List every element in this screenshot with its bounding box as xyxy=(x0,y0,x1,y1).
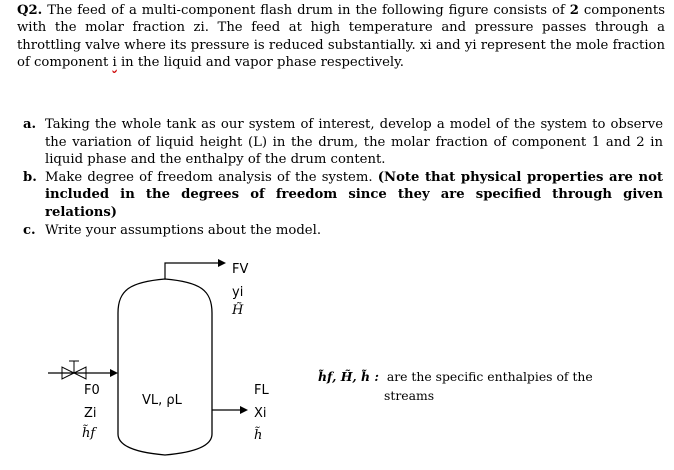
part-b-label: b. xyxy=(23,169,37,185)
part-c-label: c. xyxy=(23,222,36,238)
feed-flow-label: F0 xyxy=(84,383,100,398)
vapor-fraction-label: yi xyxy=(232,285,244,300)
legend-symbols: h̃f, H̃, h̃ : xyxy=(318,369,379,384)
legend-line-2 xyxy=(318,386,648,405)
feed-arrow xyxy=(110,369,118,377)
vapor-outlet-line xyxy=(165,263,218,279)
vapor-enthalpy-label: H̃ xyxy=(232,303,244,318)
question-text-2: components with the molar fraction zi. The feed at high temperature and pressure passes through a throttling valve where its pressure is reduced substantially. xi and yi represent the mole fraction of component xyxy=(17,3,665,71)
question-text-1: The feed of a multi-component flash drum in the following figure consists of xyxy=(47,3,565,18)
part-b-note: (Note that physical properties are not included in the degrees of freedom since they are specified through given relations) xyxy=(45,169,663,220)
enthalpy-legend xyxy=(318,367,648,405)
part-a-text: Taking the whole tank as our system of interest, develop a model of the system to observe the variation of liquid height (L) in the drum, the molar fraction of component 1 and 2 in liquid phase and the enthalpy of the drum content. xyxy=(45,117,663,168)
legend-line-1 xyxy=(318,367,648,386)
question-number: Q2. xyxy=(17,3,43,18)
liquid-flow-label: FL xyxy=(254,383,269,398)
part-a-label: a. xyxy=(23,117,37,132)
throttling-valve-icon xyxy=(62,361,86,379)
component-i: i xyxy=(112,55,117,71)
part-c-text: Write your assumptions about the model. xyxy=(45,222,322,238)
legend-text-1: are the specific enthalpies of the xyxy=(386,369,593,384)
legend-text-2: streams xyxy=(384,388,435,403)
component-count: 2 xyxy=(569,3,579,18)
drum-vessel xyxy=(118,279,212,455)
part-b-text: Make degree of freedom analysis of the system. xyxy=(45,169,373,185)
feed-enthalpy-label: h̃f xyxy=(82,426,96,441)
liquid-fraction-label: Xi xyxy=(254,406,267,421)
tank-contents-label: VL, ρL xyxy=(142,393,182,408)
question-text-3: in the liquid and vapor phase respectively. xyxy=(120,55,404,71)
liquid-arrow xyxy=(240,406,248,414)
vapor-arrow xyxy=(218,259,226,267)
liquid-enthalpy-label: h̃ xyxy=(254,428,263,443)
vapor-flow-label: FV xyxy=(232,262,249,277)
feed-fraction-label: Zi xyxy=(84,406,97,421)
